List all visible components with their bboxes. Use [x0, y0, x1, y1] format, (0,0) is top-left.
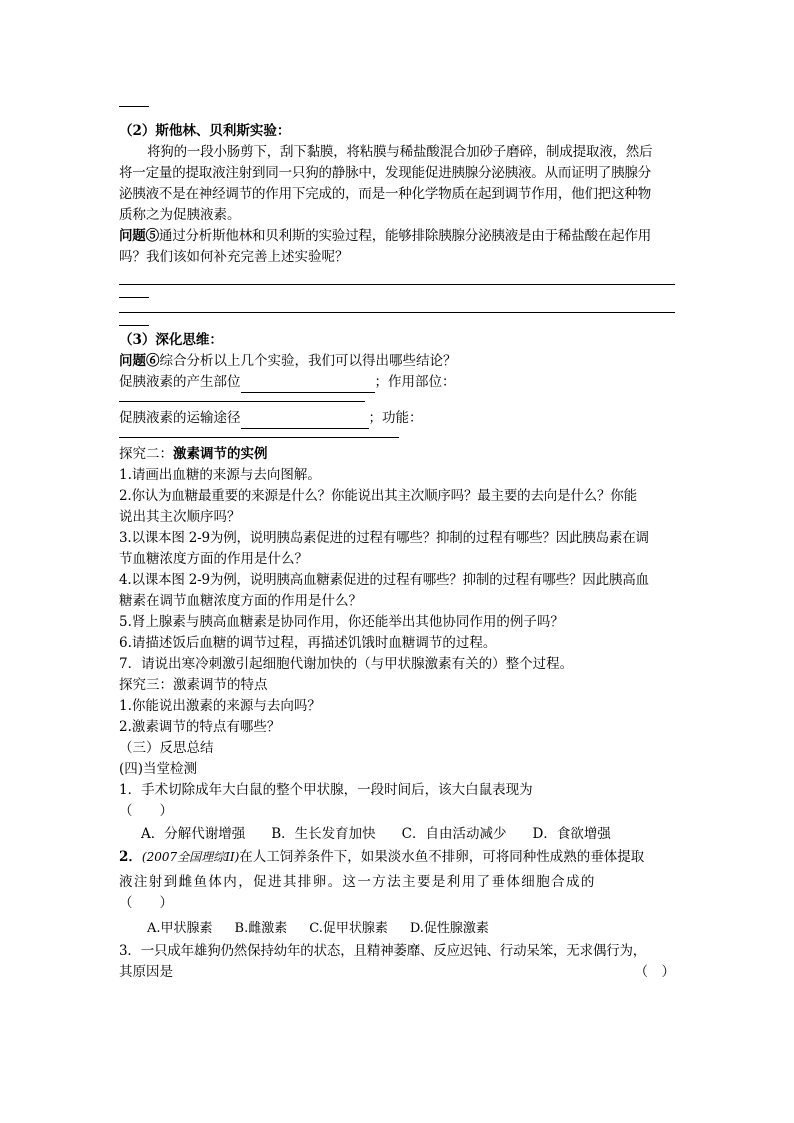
list-item: 5.肾上腺素与胰高血糖素是协同作用，你还能举出其他协同作用的例子吗？ — [119, 614, 564, 630]
choice-c[interactable]: C．自由活动减少 — [401, 826, 507, 842]
question-3-cont — [119, 962, 675, 983]
choice-c[interactable]: C.促甲状腺素 — [309, 921, 388, 936]
choice-b[interactable]: B.雌激素 — [234, 921, 288, 936]
list-item: 7．请说出寒冷刺激引起细胞代谢加快的（与甲状腺激素有关的）整个过程。 — [119, 656, 574, 672]
explore-3-title: 探究三：激素调节的特点 — [119, 677, 268, 693]
explore-2-heading: 激素调节的实例 — [173, 446, 268, 462]
choice-b[interactable]: B．生长发育加快 — [271, 826, 376, 842]
question-5-text: 通过分析斯他林和贝利斯的实验过程，能够排除胰腺分泌胰液是由于稀盐酸在起作用 — [158, 228, 652, 244]
list-item: 4.以课本图 2-9为例，说明胰高血糖素促进的过程有哪些？抑制的过程有哪些？因此胰高血 — [119, 572, 649, 588]
list-item: 节血糖浓度方面的作用是什么？ — [119, 551, 308, 567]
paragraph-line: 将一定量的提取液注射到同一只狗的静脉中，发现能促进胰腺分泌胰液。从而证明了胰腺分 — [119, 165, 651, 181]
transport-row — [119, 408, 675, 429]
question-2-paren: （ ） — [119, 895, 173, 911]
question-2-text: 在人工饲养条件下，如果淡水鱼不排卵，可将同种性成熟的垂体提取 — [239, 849, 645, 865]
answer-line[interactable] — [119, 312, 675, 313]
question-6-label: 问题⑥ — [119, 353, 160, 369]
question-2-number: 2． — [119, 849, 142, 865]
question-2-source: (2007全国理综II) — [141, 850, 240, 864]
question-6 — [119, 351, 675, 372]
paragraph-line: 质称之为促胰液素。 — [119, 207, 241, 223]
paragraph-line: 将狗的一段小肠剪下，刮下黏膜，将粘膜与稀盐酸混合加砂子磨碎，制成提取液，然后 — [147, 144, 653, 160]
paragraph-line: 泌胰液不是在神经调节的作用下完成的，而是一种化学物质在起到调节作用，他们把这种物 — [119, 186, 651, 202]
question-5-cont: 吗？我们该如何补充完善上述实验呢？ — [119, 249, 349, 265]
transport-blank[interactable] — [241, 414, 369, 429]
function-label: ；功能： — [368, 410, 423, 426]
choice-a[interactable]: A．分解代谢增强 — [141, 826, 246, 842]
document-page — [119, 98, 675, 983]
list-item: 说出其主次顺序吗？ — [119, 509, 241, 525]
question-3: 3．一只成年雄狗仍然保持幼年的状态，且精神萎靡、反应迟钝、行动呆笨，无求偶行为， — [119, 943, 647, 959]
list-item: 2.你认为血糖最重要的来源是什么？你能说出其主次顺序吗？最主要的去向是什么？你能 — [119, 488, 637, 504]
question-1-choices — [119, 824, 675, 845]
list-item: 2.激素调节的特点有哪些？ — [119, 719, 281, 735]
explore-2-title — [119, 444, 675, 465]
list-item: 3.以课本图 2-9为例，说明胰岛素促进的过程有哪些？抑制的过程有哪些？因此胰岛素在调 — [119, 530, 649, 546]
reflection-heading: （三）反思总结 — [119, 740, 214, 756]
answer-line-stub — [119, 106, 149, 107]
question-1: 1．手术切除成年大白鼠的整个甲状腺，一段时间后，该大白鼠表现为 — [119, 782, 533, 798]
production-site-label: 促胰液素的产生部位 — [119, 374, 241, 390]
question-2-choices — [119, 918, 675, 939]
question-6-text: 综合分析以上几个实验，我们可以得出哪些结论？ — [159, 353, 457, 369]
question-5-label: 问题⑤ — [119, 228, 159, 244]
question-5 — [119, 226, 675, 247]
question-3-paren: （ ） — [634, 964, 675, 980]
question-3-text: 其原因是 — [119, 964, 173, 980]
explore-2-prefix: 探究二： — [119, 446, 173, 462]
production-site-blank[interactable] — [241, 378, 375, 393]
list-item: 1.请画出血糖的来源与去向图解。 — [119, 467, 321, 483]
choice-d[interactable]: D．食欲增强 — [532, 826, 611, 842]
transport-label: 促胰液素的运输途径 — [119, 410, 241, 426]
question-1-paren: （ ） — [119, 803, 173, 819]
section-3-title: （3）深化思维： — [119, 332, 223, 348]
choice-d[interactable]: D.促性腺激素 — [409, 921, 489, 936]
list-item: 6.请描述饭后血糖的调节过程，再描述饥饿时血糖调节的过程。 — [119, 635, 497, 651]
action-site-label: ；作用部位： — [374, 374, 456, 390]
answer-line[interactable] — [119, 284, 675, 285]
section-2-title: （2）斯他林、贝利斯实验： — [119, 123, 291, 139]
list-item: 糖素在调节血糖浓度方面的作用是什么？ — [119, 593, 362, 609]
choice-a[interactable]: A.甲状腺素 — [147, 921, 213, 936]
answer-line-stub — [119, 297, 149, 298]
production-site-row — [119, 372, 675, 393]
test-heading: (四)当堂检测 — [119, 761, 198, 777]
question-2 — [119, 847, 675, 868]
answer-line-stub — [119, 325, 149, 326]
question-2-cont: 液注射到雌鱼体内，促进其排卵。这一方法主要是利用了垂体细胞合成的 — [119, 874, 596, 890]
list-item: 1.你能说出激素的来源与去向吗？ — [119, 698, 321, 714]
